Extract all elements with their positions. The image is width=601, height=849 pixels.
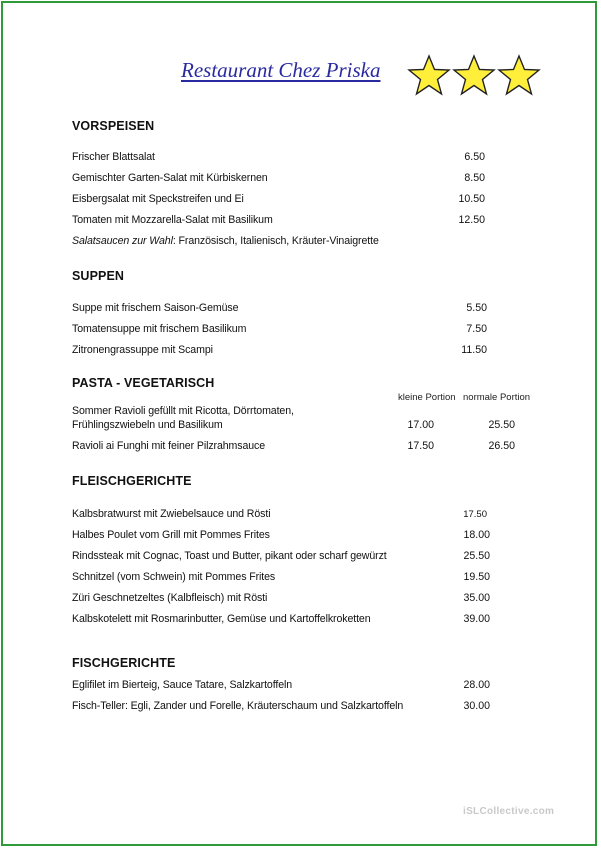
menu-item-price: 28.00 (463, 679, 490, 691)
watermark: iSLCollective.com (463, 806, 555, 817)
section-title-fleisch: FLEISCHGERICHTE (72, 474, 192, 488)
star-icon (452, 54, 496, 96)
menu-item-name: Frischer Blattsalat (72, 151, 155, 163)
menu-item-price: 12.50 (458, 214, 485, 226)
menu-item-name: Tomatensuppe mit frischem Basilikum (72, 323, 247, 335)
menu-item-name: Züri Geschnetzeltes (Kalbfleisch) mit Rösti (72, 592, 268, 604)
menu-item-price: 17.50 (463, 509, 487, 520)
section-title-suppen: SUPPEN (72, 269, 125, 283)
menu-item-name: Kalbskotelett mit Rosmarinbutter, Gemüse und Kartoffelkroketten (72, 613, 371, 625)
menu-item-price-small: 17.00 (407, 419, 434, 431)
menu-item-price: 6.50 (464, 151, 485, 163)
menu-item-price: 39.00 (463, 613, 490, 625)
menu-item-name: Schnitzel (vom Schwein) mit Pommes Frites (72, 571, 276, 583)
menu-item-name: Fisch-Teller: Egli, Zander und Forelle, Kräuterschaum und Salzkartoffeln (72, 700, 404, 712)
menu-item-price: 30.00 (463, 700, 490, 712)
menu-item-price: 19.50 (463, 571, 490, 583)
menu-item-price: 35.00 (463, 592, 490, 604)
salad-sauce-note (72, 235, 379, 247)
column-header-normal-portion: normale Portion (463, 392, 531, 403)
menu-item-name: Rindssteak mit Cognac, Toast und Butter, pikant oder scharf gewürzt (72, 550, 387, 562)
menu-item-price-normal: 26.50 (488, 440, 515, 452)
menu-item-price: 25.50 (463, 550, 490, 562)
menu-item-name: Eisbergsalat mit Speckstreifen und Ei (72, 193, 244, 205)
menu-item-name: Eglifilet im Bierteig, Sauce Tatare, Salzkartoffeln (72, 679, 293, 691)
menu-item-name: Halbes Poulet vom Grill mit Pommes Frites (72, 529, 270, 541)
star-icon (497, 54, 541, 96)
menu-item-price: 18.00 (463, 529, 490, 541)
section-title-pasta: PASTA - VEGETARISCH (72, 376, 215, 390)
section-title-fisch: FISCHGERICHTE (72, 656, 176, 670)
menu-item-name: Sommer Ravioli gefüllt mit Ricotta, Dörrtomaten, (72, 405, 294, 417)
menu-item-price: 7.50 (466, 323, 487, 335)
star-icon (407, 54, 451, 96)
menu-item-price: 5.50 (466, 302, 487, 314)
column-header-small-portion: kleine Portion (398, 392, 456, 403)
menu-item-price-small: 17.50 (407, 440, 434, 452)
restaurant-title: Restaurant Chez Priska (181, 58, 381, 82)
menu-item-name: Tomaten mit Mozzarella-Salat mit Basilikum (72, 214, 273, 226)
menu-item-name: Gemischter Garten-Salat mit Kürbiskernen (72, 172, 268, 184)
salad-sauce-label: Salatsaucen zur Wahl (72, 235, 173, 247)
menu-item-name: Kalbsbratwurst mit Zwiebelsauce und Rösti (72, 508, 271, 520)
menu-item-price: 11.50 (461, 344, 487, 356)
section-title-vorspeisen: VORSPEISEN (72, 119, 155, 133)
menu-item-name: Suppe mit frischem Saison-Gemüse (72, 302, 239, 314)
menu-item-price: 10.50 (458, 193, 485, 205)
menu-item-name: Zitronengrassuppe mit Scampi (72, 344, 213, 356)
menu-item-price: 8.50 (464, 172, 485, 184)
menu-item-name: Ravioli ai Funghi mit feiner Pilzrahmsauce (72, 440, 266, 452)
menu-item-name: Frühlingszwiebeln und Basilikum (72, 419, 223, 431)
menu-item-price-normal: 25.50 (488, 419, 515, 431)
salad-sauce-options: : Französisch, Italienisch, Kräuter-Vinaigrette (172, 235, 379, 247)
